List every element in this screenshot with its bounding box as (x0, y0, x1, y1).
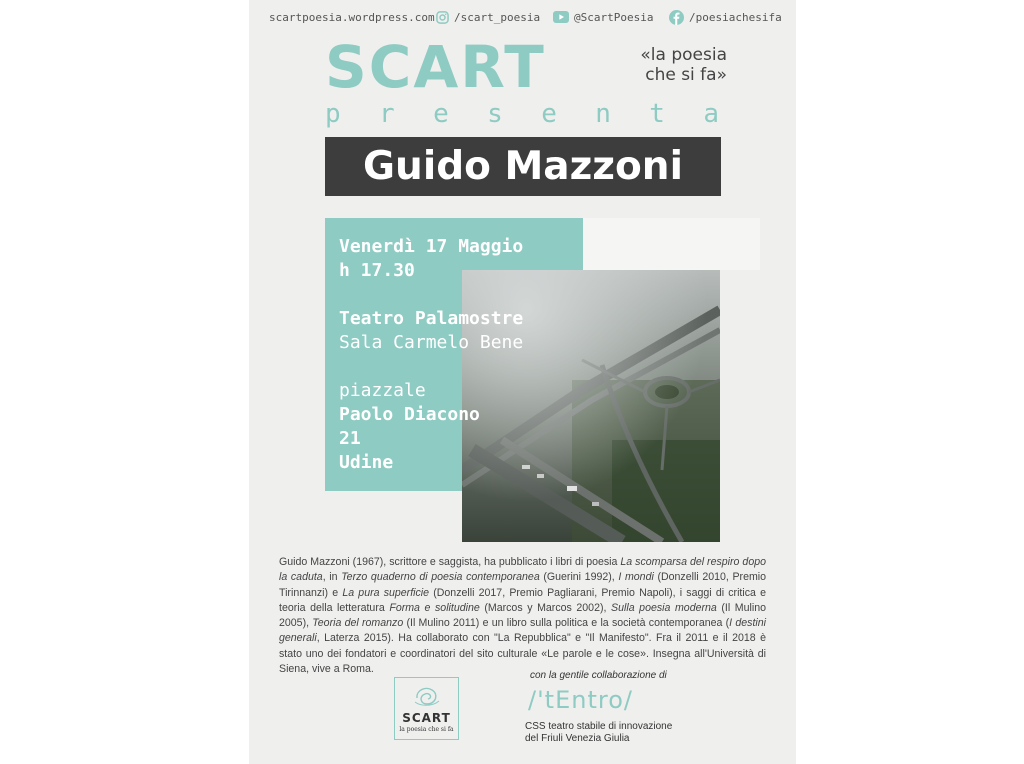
author-biography (279, 555, 766, 677)
instagram-label: /scart_poesia (454, 10, 541, 24)
bio-text: (Il Mulino 2005), (279, 601, 766, 630)
bio-title: La pura superficie (342, 586, 430, 599)
presenta-letter: n (595, 99, 611, 129)
website-label: scartpoesia.wordpress.com (269, 10, 435, 24)
presenta-letter: r (379, 99, 395, 129)
partner-line-2: del Friuli Venezia Giulia (525, 733, 630, 744)
event-venue: Teatro Palamostre (339, 308, 524, 329)
instagram-link[interactable] (436, 8, 540, 26)
author-name: Guido Mazzoni (363, 144, 683, 189)
presenta-letter: e (433, 99, 449, 129)
bio-text: , Laterza 2015). Ha collaborato con "La Repubblica" e "Il Manifesto". Fra il 2011 e il 2018 è stato uno dei fondatori e coordinatori del sito culturale «Le parole e le cose». Insegna all'Università di Siena, vive a Roma. (279, 632, 766, 676)
presenta-letter: s (487, 99, 503, 129)
bio-text: Guido Mazzoni (1967), scrittore e saggista, ha pubblicato i libri di poesia (279, 556, 621, 568)
event-hall: Sala Carmelo Bene (339, 332, 524, 353)
bio-title: Forma e solitudine (389, 601, 480, 614)
scart-logo-name: SCART (402, 711, 451, 725)
instagram-icon (436, 11, 449, 24)
bio-text: , in (322, 571, 342, 584)
event-date: Venerdì 17 Maggio (339, 236, 524, 257)
bio-title: I mondi (618, 571, 654, 584)
event-address-line-3: 21 (339, 428, 361, 449)
bio-title: I destini generali (279, 617, 766, 645)
presenta-text (325, 100, 719, 128)
partner-line-1: CSS teatro stabile di innovazione (525, 721, 673, 732)
bio-text: (Donzelli 2017, Premio Pagliarani, Premio Napoli), i saggi di critica e teoria della letteratura (279, 586, 767, 614)
event-address-line-1: piazzale (339, 380, 426, 401)
bio-title: Terzo quaderno di poesia contemporanea (341, 571, 540, 584)
scart-logo-icon (412, 684, 442, 709)
bio-text: (Donzelli 2010, Premio Tirinnanzi) e (279, 571, 767, 599)
brand-title: SCART (325, 33, 546, 101)
scart-logo (394, 677, 459, 740)
presenta-letter: e (541, 99, 557, 129)
facebook-icon (669, 10, 684, 25)
tagline-line-1: «la poesia (640, 45, 727, 65)
bio-title: La scomparsa del respiro dopo la caduta (279, 556, 766, 584)
bio-title: Sulla poesia moderna (611, 601, 717, 614)
css-teatro-logo-text: /'tEntro/ (528, 686, 633, 714)
event-address-line-2: Paolo Diacono (339, 404, 480, 425)
brand-tagline (617, 45, 727, 85)
facebook-link[interactable] (669, 8, 782, 26)
website-link[interactable] (269, 8, 435, 26)
youtube-label: @ScartPoesia (574, 10, 654, 24)
youtube-icon (553, 11, 569, 23)
bio-text: (Il Mulino 2011) e un libro sulla politica e la società contemporanea ( (403, 617, 730, 630)
author-name-banner (325, 137, 721, 196)
bio-text: (Guerini 1992), (539, 571, 619, 584)
accent-panel (582, 218, 760, 270)
event-time: h 17.30 (339, 260, 415, 281)
collaboration-text: con la gentile collaborazione di (530, 670, 667, 681)
facebook-label: /poesiachesifa (689, 10, 782, 24)
presenta-letter: p (325, 99, 341, 129)
event-poster (249, 0, 796, 764)
css-teatro-logo (526, 684, 654, 718)
partner-description (525, 721, 672, 745)
youtube-link[interactable] (553, 8, 653, 26)
presenta-letter: t (649, 99, 665, 129)
bio-text: (Marcos y Marcos 2002), (479, 601, 612, 614)
scart-logo-sub: la poesia che si fa (399, 726, 454, 733)
event-city: Udine (339, 452, 394, 473)
tagline-line-2: che si fa» (645, 65, 727, 85)
presenta-letter: a (703, 99, 719, 129)
bio-title: Teoria del romanzo (312, 617, 404, 630)
